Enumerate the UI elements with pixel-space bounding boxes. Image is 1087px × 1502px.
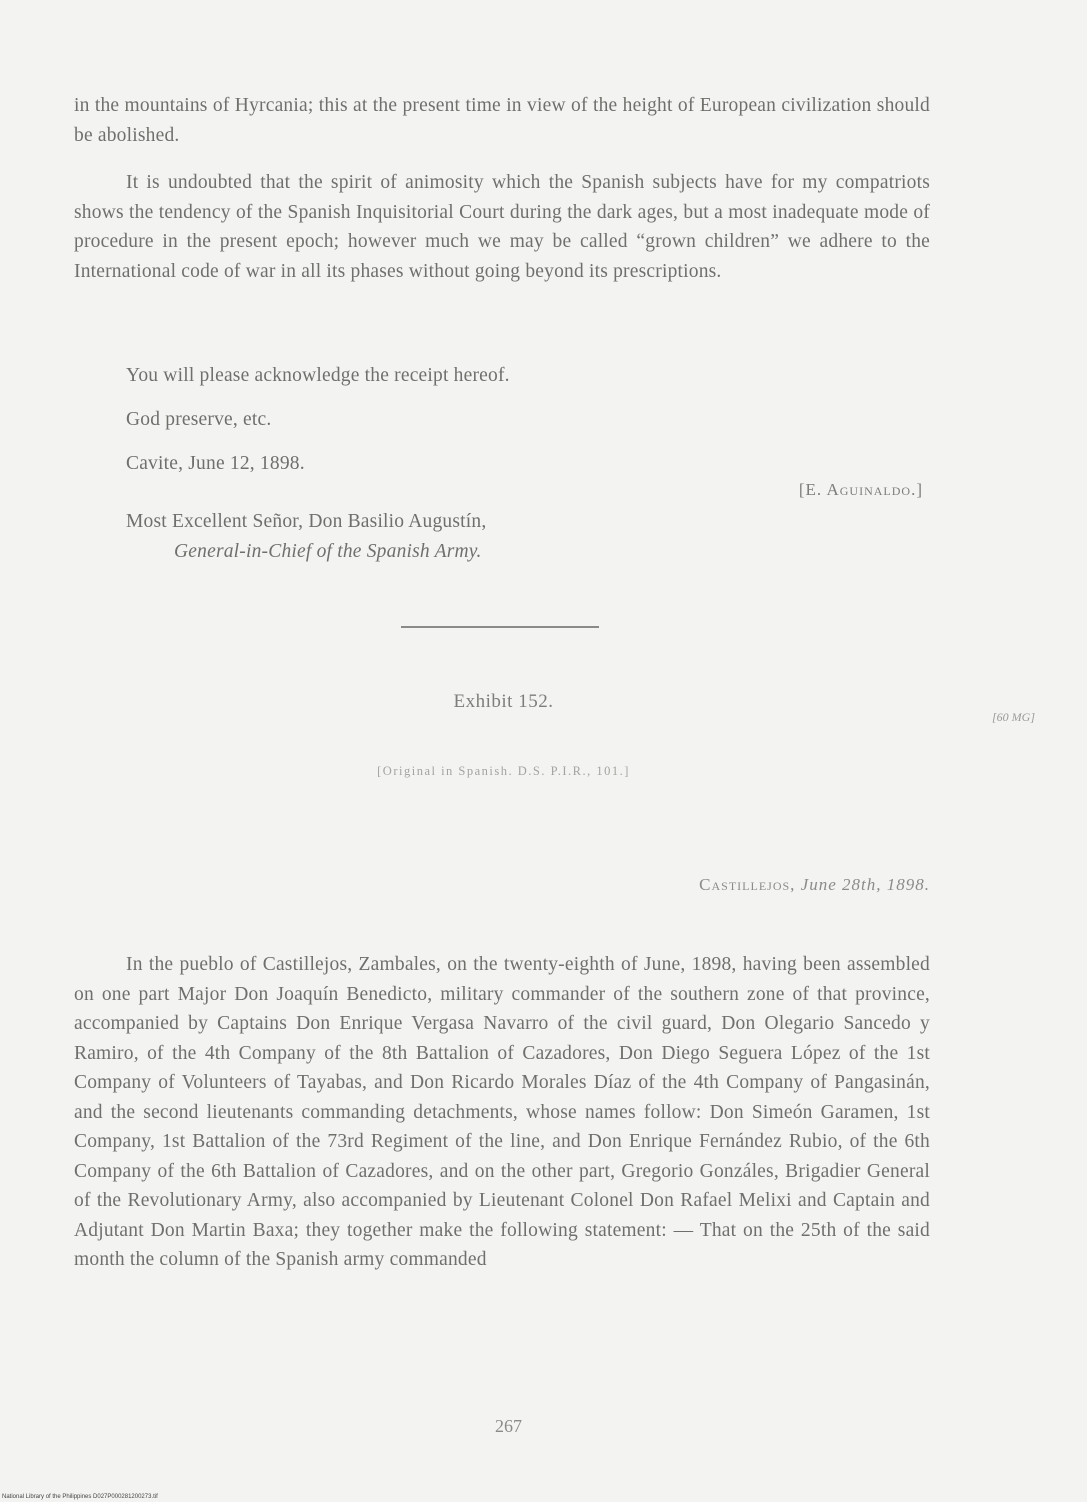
page-number: 267 xyxy=(495,1416,522,1436)
exhibit-heading: Exhibit 152. xyxy=(453,691,554,712)
paragraph-animosity xyxy=(74,168,930,286)
acknowledge-line: You will please acknowledge the receipt hereof. xyxy=(126,365,510,386)
addressee-block xyxy=(126,507,486,566)
paragraph-continuation xyxy=(74,91,930,150)
paragraph-castillejos xyxy=(74,950,930,1275)
closing-line: God preserve, etc. xyxy=(126,409,272,430)
dateline-date: June 28th, 1898. xyxy=(800,875,930,894)
margin-note: [60 MG] xyxy=(991,710,1035,724)
source-note: [Original in Spanish. D.S. P.I.R., 101.] xyxy=(377,764,630,778)
dateline-place: Castillejos, xyxy=(699,875,796,894)
addressee-name: Most Excellent Señor, Don Basilio Augustín, xyxy=(126,511,487,532)
scan-credit: National Library of the Philippines D027P000281200273.tif xyxy=(2,1494,158,1500)
place-date-line: Cavite, June 12, 1898. xyxy=(126,453,305,474)
section-divider xyxy=(401,626,599,628)
paragraph-text: in the mountains of Hyrcania; this at the present time in view of the height of European civilization should be abolished. xyxy=(74,95,930,146)
signature: [E. Aguinaldo.] xyxy=(798,480,923,499)
dateline xyxy=(699,875,930,895)
addressee-title: General-in-Chief of the Spanish Army. xyxy=(174,540,482,562)
paragraph-text: It is undoubted that the spirit of animosity which the Spanish subjects have for my compatriots shows the tendency of the Spanish Inquisitorial Court during the dark ages, but a most inadequate mode of procedure in the present epoch; however much we may be called “grown children” we adhere to the International code of war in all its phases without going beyond its prescriptions. xyxy=(74,172,930,282)
paragraph-text: In the pueblo of Castillejos, Zambales, on the twenty-eighth of June, 1898, having been assembled on one part Major Don Joaquín Benedicto, military commander of the southern zone of that province, accompanied by Captains Don Enrique Vergasa Navarro of the civil guard, Don Olegario Sancedo y Ramiro, of the 4th Company of the 8th Battalion of Cazadores, Don Diego Seguera López of the 1st Company of Volunteers of Tayabas, and Don Ricardo Morales Díaz of the 4th Company of Pangasinán, and the second lieutenants commanding detachments, whose names follow: Don Simeón Garamen, 1st Company, 1st Battalion of the 73rd Regiment of the line, and Don Enrique Fernández Rubio, of the 6th Company of the 6th Battalion of Cazadores, and on the other part, Gregorio Gonzáles, Brigadier General of the Revolutionary Army, also accompanied by Lieutenant Colonel Don Rafael Melixi and Captain and Adjutant Don Martin Baxa; they together make the following statement: — That on the 25th of the said month the column of the Spanish army commanded xyxy=(74,954,930,1270)
